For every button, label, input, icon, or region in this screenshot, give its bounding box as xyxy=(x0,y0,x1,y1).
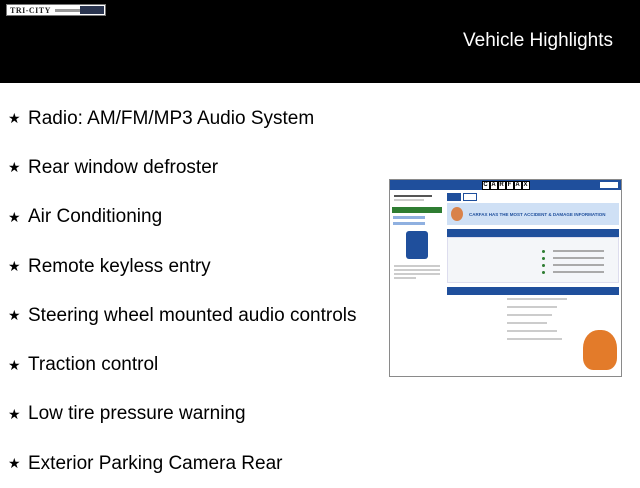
hero-headline: CARFAX HAS THE MOST ACCIDENT & DAMAGE INFORMATION xyxy=(469,211,606,217)
report-hero-banner xyxy=(447,203,619,225)
tab xyxy=(463,193,477,201)
history-line xyxy=(553,271,604,273)
detail-line xyxy=(507,306,557,308)
print-button xyxy=(600,182,618,188)
dealer-logo-contact xyxy=(80,6,104,14)
carfax-header xyxy=(390,180,621,190)
star-icon: ★ xyxy=(8,208,21,225)
feature-label: Radio: AM/FM/MP3 Audio System xyxy=(28,107,315,129)
carfax-letter: A xyxy=(491,181,496,188)
tab xyxy=(447,193,461,201)
dealer-info-line xyxy=(394,269,440,271)
detail-line xyxy=(507,314,552,316)
star-icon: ★ xyxy=(8,356,21,373)
carfax-letter: R xyxy=(499,181,504,188)
feature-item xyxy=(8,193,356,242)
status-dot-icon xyxy=(542,264,545,267)
report-tabs xyxy=(447,193,619,201)
history-line xyxy=(553,257,604,259)
feature-item xyxy=(8,390,356,439)
detail-line xyxy=(507,298,567,300)
carfax-fox-icon xyxy=(583,330,617,370)
feature-item xyxy=(8,340,356,389)
dealer-logo-text: TRI-CITY xyxy=(10,5,51,15)
dealer-info-line xyxy=(394,277,416,279)
vehicle-title-line xyxy=(394,195,432,197)
feature-item xyxy=(8,242,356,291)
feature-label: Steering wheel mounted audio controls xyxy=(28,304,357,326)
star-icon: ★ xyxy=(8,405,21,422)
report-main xyxy=(447,191,619,376)
detail-line xyxy=(507,322,547,324)
carfax-letter: A xyxy=(515,181,520,188)
sidebar-nav-active xyxy=(392,207,442,213)
history-summary-panel xyxy=(447,237,619,283)
history-line xyxy=(553,264,604,266)
report-sidebar xyxy=(390,191,444,376)
vin-line xyxy=(394,199,424,201)
star-icon: ★ xyxy=(8,307,21,324)
header-bar xyxy=(0,0,640,83)
sidebar-link xyxy=(393,222,425,225)
history-line xyxy=(553,250,604,252)
feature-label: Rear window defroster xyxy=(28,156,219,178)
star-icon: ★ xyxy=(8,455,21,472)
feature-label: Air Conditioning xyxy=(28,206,163,228)
feature-item xyxy=(8,94,356,143)
status-dot-icon xyxy=(542,250,545,253)
feature-label: Remote keyless entry xyxy=(28,255,211,277)
feature-label: Exterior Parking Camera Rear xyxy=(28,452,283,474)
dealer-info-line xyxy=(394,273,440,275)
carfax-logo xyxy=(482,181,530,190)
star-icon: ★ xyxy=(8,110,21,127)
fox-mascot-icon xyxy=(451,207,463,221)
carfax-letter: C xyxy=(483,181,488,188)
carfax-report-thumbnail[interactable] xyxy=(389,179,622,377)
carfax-letter: F xyxy=(506,181,514,190)
detail-line xyxy=(507,330,557,332)
status-dot-icon xyxy=(542,271,545,274)
detail-line xyxy=(507,338,562,340)
status-dot-icon xyxy=(542,257,545,260)
feature-item xyxy=(8,291,356,340)
sidebar-link xyxy=(393,216,425,219)
shield-badge-icon xyxy=(406,231,428,259)
carfax-letter: X xyxy=(523,181,528,188)
vehicle-report-bar xyxy=(447,287,619,295)
dealer-logo[interactable] xyxy=(6,4,106,16)
feature-label: Low tire pressure warning xyxy=(28,403,246,425)
feature-item xyxy=(8,143,356,192)
star-icon: ★ xyxy=(8,159,21,176)
report-details xyxy=(447,298,619,376)
feature-item xyxy=(8,439,356,488)
feature-label: Traction control xyxy=(28,354,159,376)
dealer-info-line xyxy=(394,265,440,267)
history-section-bar xyxy=(447,229,619,237)
star-icon: ★ xyxy=(8,258,21,275)
page-title: Vehicle Highlights xyxy=(463,30,613,51)
feature-list xyxy=(8,94,356,488)
